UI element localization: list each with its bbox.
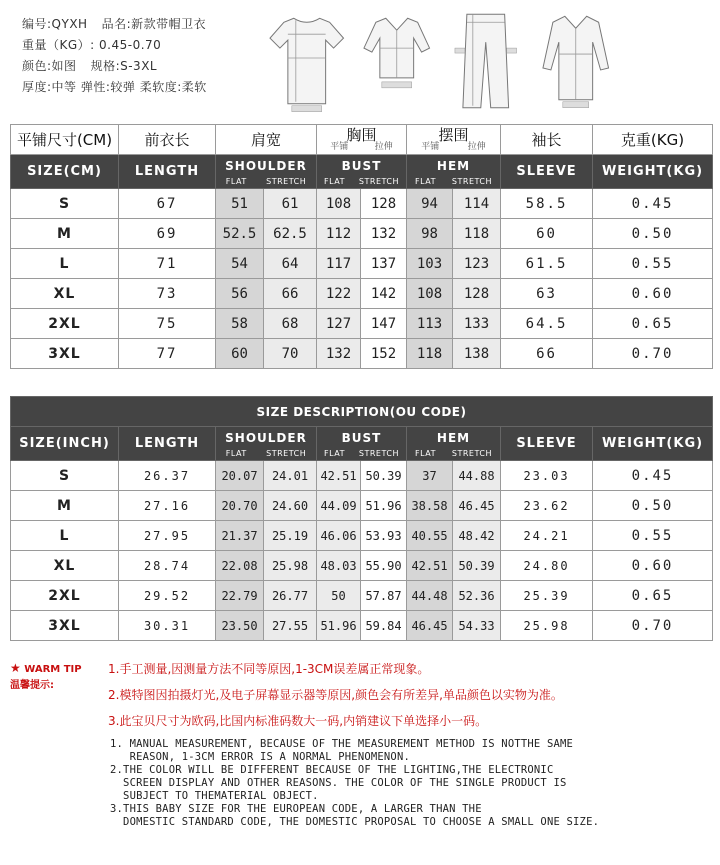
warm-tip-label — [10, 660, 120, 694]
product-info — [22, 14, 272, 98]
cell-hem-flat: 103 — [407, 249, 453, 279]
cell-sh-stretch: 64 — [264, 249, 317, 279]
inch-length-header: LENGTH — [119, 427, 216, 461]
cell-weight: 0.70 — [593, 339, 713, 369]
cell-hem-stretch: 114 — [453, 189, 501, 219]
cell-weight: 0.50 — [593, 491, 713, 521]
inch-bust-header — [317, 427, 407, 461]
cell-hem-stretch: 52.36 — [453, 581, 501, 611]
cell-length: 77 — [119, 339, 216, 369]
cell-sh-stretch: 24.60 — [264, 491, 317, 521]
color-value: 如图 — [51, 59, 77, 73]
cell-sleeve: 23.62 — [501, 491, 593, 521]
cell-hem-stretch: 133 — [453, 309, 501, 339]
cn-sleeve-header: 袖长 — [501, 125, 593, 155]
tshirt-diagram — [266, 8, 348, 116]
cell-size: 3XL — [11, 339, 119, 369]
cell-sleeve: 23.03 — [501, 461, 593, 491]
inch-hem-label: HEM — [436, 430, 471, 445]
table-row — [11, 551, 713, 581]
cell-hem-stretch: 44.88 — [453, 461, 501, 491]
cell-sleeve: 25.39 — [501, 581, 593, 611]
cell-hem-flat: 46.45 — [407, 611, 453, 641]
cell-hem-stretch: 128 — [453, 279, 501, 309]
inch-stretch-label: STRETCH — [266, 448, 307, 458]
cell-sh-flat: 56 — [216, 279, 264, 309]
tip-en-line: SCREEN DISPLAY AND OTHER REASONS. THE COLOR OF THE SINGLE PRODUCT IS — [110, 777, 567, 789]
star-icon: ★ — [10, 661, 21, 675]
cell-hem-stretch: 50.39 — [453, 551, 501, 581]
cell-sh-stretch: 62.5 — [264, 219, 317, 249]
table-row — [11, 189, 713, 219]
cell-bust-stretch: 59.84 — [361, 611, 407, 641]
cell-hem-stretch: 118 — [453, 219, 501, 249]
cell-hem-flat: 94 — [407, 189, 453, 219]
tip-cn-item: 2.模特图因拍摄灯光,及电子屏幕显示器等原因,颜色会有所差异,单品颜色以实物为准。 — [108, 688, 563, 702]
inch-shoulder-label: SHOULDER — [225, 430, 307, 445]
table-row — [11, 581, 713, 611]
tips-cn-list — [108, 656, 708, 734]
tip-en-line: REASON, 1-3CM ERROR IS A NORMAL PHENOMENON. — [110, 751, 410, 763]
size-table-inch — [10, 396, 713, 641]
cn-bust-stretch: 拉伸 — [374, 141, 393, 152]
color-spec-row — [22, 56, 272, 77]
cell-sleeve: 66 — [501, 339, 593, 369]
cell-hem-flat: 113 — [407, 309, 453, 339]
cell-sleeve: 58.5 — [501, 189, 593, 219]
cell-size: M — [11, 491, 119, 521]
cell-sleeve: 64.5 — [501, 309, 593, 339]
cell-weight: 0.45 — [593, 189, 713, 219]
table-row — [11, 279, 713, 309]
cell-length: 69 — [119, 219, 216, 249]
cell-sh-flat: 22.79 — [216, 581, 264, 611]
cell-bust-flat: 127 — [317, 309, 361, 339]
tip-en-line: 3.THIS BABY SIZE FOR THE EUROPEAN CODE, A LARGER THAN THE — [110, 803, 482, 815]
cell-sleeve: 25.98 — [501, 611, 593, 641]
item-no-label: 编号: — [22, 17, 52, 31]
cell-bust-flat: 117 — [317, 249, 361, 279]
cell-sh-flat: 20.07 — [216, 461, 264, 491]
shirt-diagram — [356, 8, 438, 116]
cell-weight: 0.70 — [593, 611, 713, 641]
jacket-diagram — [535, 8, 617, 116]
cell-sh-flat: 60 — [216, 339, 264, 369]
cell-size: M — [11, 219, 119, 249]
en-bust-label: BUST — [341, 158, 382, 173]
cell-sleeve: 63 — [501, 279, 593, 309]
cn-hem-flat: 平铺 — [421, 141, 440, 152]
en-flat-label: FLAT — [414, 176, 436, 186]
cell-sh-flat: 23.50 — [216, 611, 264, 641]
warm-tip-cn: 温馨提示: — [10, 680, 54, 691]
en-header-row — [11, 155, 713, 189]
cell-sh-stretch: 25.98 — [264, 551, 317, 581]
name-value: 新款带帽卫衣 — [131, 17, 207, 31]
cell-weight: 0.65 — [593, 309, 713, 339]
inch-weight-header: WEIGHT(KG) — [593, 427, 713, 461]
cell-hem-stretch: 54.33 — [453, 611, 501, 641]
table-row — [11, 611, 713, 641]
name-label: 品名: — [101, 17, 132, 31]
cell-hem-flat: 38.58 — [407, 491, 453, 521]
inch-title-row — [11, 397, 713, 427]
size-table-inch-body — [11, 461, 713, 641]
cell-bust-stretch: 128 — [361, 189, 407, 219]
cell-size: XL — [11, 551, 119, 581]
cell-bust-flat: 42.51 — [317, 461, 361, 491]
cell-bust-stretch: 57.87 — [361, 581, 407, 611]
cn-hem-header — [407, 125, 501, 155]
tip-en-line: 1. MANUAL MEASUREMENT, BECAUSE OF THE MEASUREMENT METHOD IS NOTTHE SAME — [110, 738, 574, 750]
cell-hem-flat: 44.48 — [407, 581, 453, 611]
cell-bust-stretch: 132 — [361, 219, 407, 249]
table-row — [11, 491, 713, 521]
cell-length: 27.95 — [119, 521, 216, 551]
cell-sh-stretch: 27.55 — [264, 611, 317, 641]
cell-bust-flat: 108 — [317, 189, 361, 219]
item-number-row — [22, 14, 272, 35]
measurement-diagrams — [266, 8, 616, 118]
cell-sh-flat: 21.37 — [216, 521, 264, 551]
cn-length-header: 前衣长 — [119, 125, 216, 155]
cell-sleeve: 24.80 — [501, 551, 593, 581]
cell-sh-flat: 54 — [216, 249, 264, 279]
tip-cn-item: 1.手工测量,因测量方法不同等原因,1-3CM误差属正常现象。 — [108, 662, 430, 676]
cell-bust-flat: 112 — [317, 219, 361, 249]
size-table-cm — [10, 124, 713, 369]
cell-length: 75 — [119, 309, 216, 339]
en-shoulder-header — [216, 155, 317, 189]
en-hem-header — [407, 155, 501, 189]
cell-length: 26.37 — [119, 461, 216, 491]
cell-length: 28.74 — [119, 551, 216, 581]
cell-length: 29.52 — [119, 581, 216, 611]
cn-shoulder-header: 肩宽 — [216, 125, 317, 155]
cell-sh-stretch: 24.01 — [264, 461, 317, 491]
pants-diagram — [445, 8, 527, 116]
en-bust-header — [317, 155, 407, 189]
cell-weight: 0.50 — [593, 219, 713, 249]
cell-sh-flat: 52.5 — [216, 219, 264, 249]
cell-hem-stretch: 46.45 — [453, 491, 501, 521]
en-stretch-label: STRETCH — [358, 176, 400, 186]
cell-hem-flat: 108 — [407, 279, 453, 309]
cell-bust-stretch: 137 — [361, 249, 407, 279]
cell-length: 73 — [119, 279, 216, 309]
table-row — [11, 309, 713, 339]
cell-hem-stretch: 138 — [453, 339, 501, 369]
cell-sh-stretch: 26.77 — [264, 581, 317, 611]
cell-sh-stretch: 70 — [264, 339, 317, 369]
tips-en-list — [110, 738, 710, 829]
cell-bust-flat: 46.06 — [317, 521, 361, 551]
cell-bust-flat: 132 — [317, 339, 361, 369]
cell-hem-stretch: 48.42 — [453, 521, 501, 551]
cell-weight: 0.65 — [593, 581, 713, 611]
spec-label: 规格: — [90, 59, 121, 73]
cell-sleeve: 60 — [501, 219, 593, 249]
item-no-value: QYXH — [51, 17, 88, 31]
cell-sh-flat: 58 — [216, 309, 264, 339]
en-flat-label: FLAT — [323, 176, 345, 186]
cell-sh-flat: 20.70 — [216, 491, 264, 521]
cell-bust-stretch: 50.39 — [361, 461, 407, 491]
cell-hem-flat: 118 — [407, 339, 453, 369]
cell-bust-stretch: 51.96 — [361, 491, 407, 521]
cn-weight-header: 克重(KG) — [593, 125, 713, 155]
cn-bust-main: 胸围 — [346, 125, 377, 144]
cn-header-row — [11, 125, 713, 155]
inch-stretch-label: STRETCH — [451, 448, 493, 458]
cn-size-header: 平铺尺寸(CM) — [11, 125, 119, 155]
cell-bust-stretch: 53.93 — [361, 521, 407, 551]
cell-size: 2XL — [11, 581, 119, 611]
inch-header-row — [11, 427, 713, 461]
cell-size: XL — [11, 279, 119, 309]
inch-stretch-label: STRETCH — [358, 448, 400, 458]
table-row — [11, 521, 713, 551]
cell-size: 2XL — [11, 309, 119, 339]
cell-bust-flat: 44.09 — [317, 491, 361, 521]
table-row — [11, 249, 713, 279]
cell-bust-stretch: 142 — [361, 279, 407, 309]
cell-bust-flat: 50 — [317, 581, 361, 611]
tip-en-line: 2.THE COLOR WILL BE DIFFERENT BECAUSE OF THE LIGHTING,THE ELECTRONIC — [110, 764, 554, 776]
cell-weight: 0.60 — [593, 551, 713, 581]
warm-tip-en: WARM TIP — [24, 664, 82, 675]
table-row — [11, 461, 713, 491]
cell-size: S — [11, 189, 119, 219]
inch-sleeve-header: SLEEVE — [501, 427, 593, 461]
cell-sh-flat: 51 — [216, 189, 264, 219]
en-weight-header: WEIGHT(KG) — [593, 155, 713, 189]
tip-en-line: SUBJECT TO THEMATERIAL OBJECT. — [110, 790, 319, 802]
cell-size: L — [11, 521, 119, 551]
en-hem-label: HEM — [436, 158, 471, 173]
table-row — [11, 219, 713, 249]
cell-hem-flat: 42.51 — [407, 551, 453, 581]
en-size-header: SIZE(CM) — [11, 155, 119, 189]
cn-hem-main: 摆围 — [438, 125, 469, 144]
thickness-row: 厚度:中等 弹性:较弹 柔软度:柔软 — [22, 80, 207, 94]
tip-cn-item: 3.此宝贝尺寸为欧码,比国内标准码数大一码,内销建议下单选择小一码。 — [108, 714, 488, 728]
en-length-header: LENGTH — [119, 155, 216, 189]
cell-bust-flat: 51.96 — [317, 611, 361, 641]
en-sleeve-header: SLEEVE — [501, 155, 593, 189]
cell-length: 30.31 — [119, 611, 216, 641]
cell-sleeve: 24.21 — [501, 521, 593, 551]
inch-hem-header — [407, 427, 501, 461]
en-shoulder-label: SHOULDER — [225, 158, 307, 173]
cell-bust-stretch: 147 — [361, 309, 407, 339]
table-row — [11, 339, 713, 369]
cn-hem-stretch: 拉伸 — [467, 141, 486, 152]
cell-weight: 0.55 — [593, 249, 713, 279]
en-stretch-label: STRETCH — [451, 176, 493, 186]
cell-length: 71 — [119, 249, 216, 279]
cell-hem-flat: 98 — [407, 219, 453, 249]
inch-shoulder-header — [216, 427, 317, 461]
cell-size: S — [11, 461, 119, 491]
inch-table-title: SIZE DESCRIPTION(OU CODE) — [11, 397, 713, 427]
cell-sh-flat: 22.08 — [216, 551, 264, 581]
cn-bust-flat: 平铺 — [330, 141, 349, 152]
cell-weight: 0.60 — [593, 279, 713, 309]
tip-en-line: DOMESTIC STANDARD CODE, THE DOMESTIC PROPOSAL TO CHOOSE A SMALL ONE SIZE. — [110, 816, 600, 828]
cell-hem-stretch: 123 — [453, 249, 501, 279]
cn-bust-header — [317, 125, 407, 155]
cell-size: 3XL — [11, 611, 119, 641]
cell-sleeve: 61.5 — [501, 249, 593, 279]
inch-bust-label: BUST — [341, 430, 382, 445]
inch-flat-label: FLAT — [225, 448, 247, 458]
weight-row: 重量（KG）: 0.45-0.70 — [22, 38, 162, 52]
cell-bust-flat: 48.03 — [317, 551, 361, 581]
en-stretch-label: STRETCH — [266, 176, 307, 186]
en-flat-label: FLAT — [225, 176, 247, 186]
cell-size: L — [11, 249, 119, 279]
cell-bust-stretch: 55.90 — [361, 551, 407, 581]
cell-length: 27.16 — [119, 491, 216, 521]
inch-size-header: SIZE(INCH) — [11, 427, 119, 461]
cell-sh-stretch: 61 — [264, 189, 317, 219]
cell-length: 67 — [119, 189, 216, 219]
cell-weight: 0.55 — [593, 521, 713, 551]
cell-hem-flat: 37 — [407, 461, 453, 491]
size-table-cm-body — [11, 189, 713, 369]
cell-weight: 0.45 — [593, 461, 713, 491]
inch-flat-label: FLAT — [414, 448, 436, 458]
cell-sh-stretch: 25.19 — [264, 521, 317, 551]
inch-flat-label: FLAT — [323, 448, 345, 458]
cell-hem-flat: 40.55 — [407, 521, 453, 551]
color-label: 颜色: — [22, 59, 52, 73]
cell-bust-stretch: 152 — [361, 339, 407, 369]
cell-sh-stretch: 68 — [264, 309, 317, 339]
spec-value: S-3XL — [120, 59, 158, 73]
cell-sh-stretch: 66 — [264, 279, 317, 309]
cell-bust-flat: 122 — [317, 279, 361, 309]
